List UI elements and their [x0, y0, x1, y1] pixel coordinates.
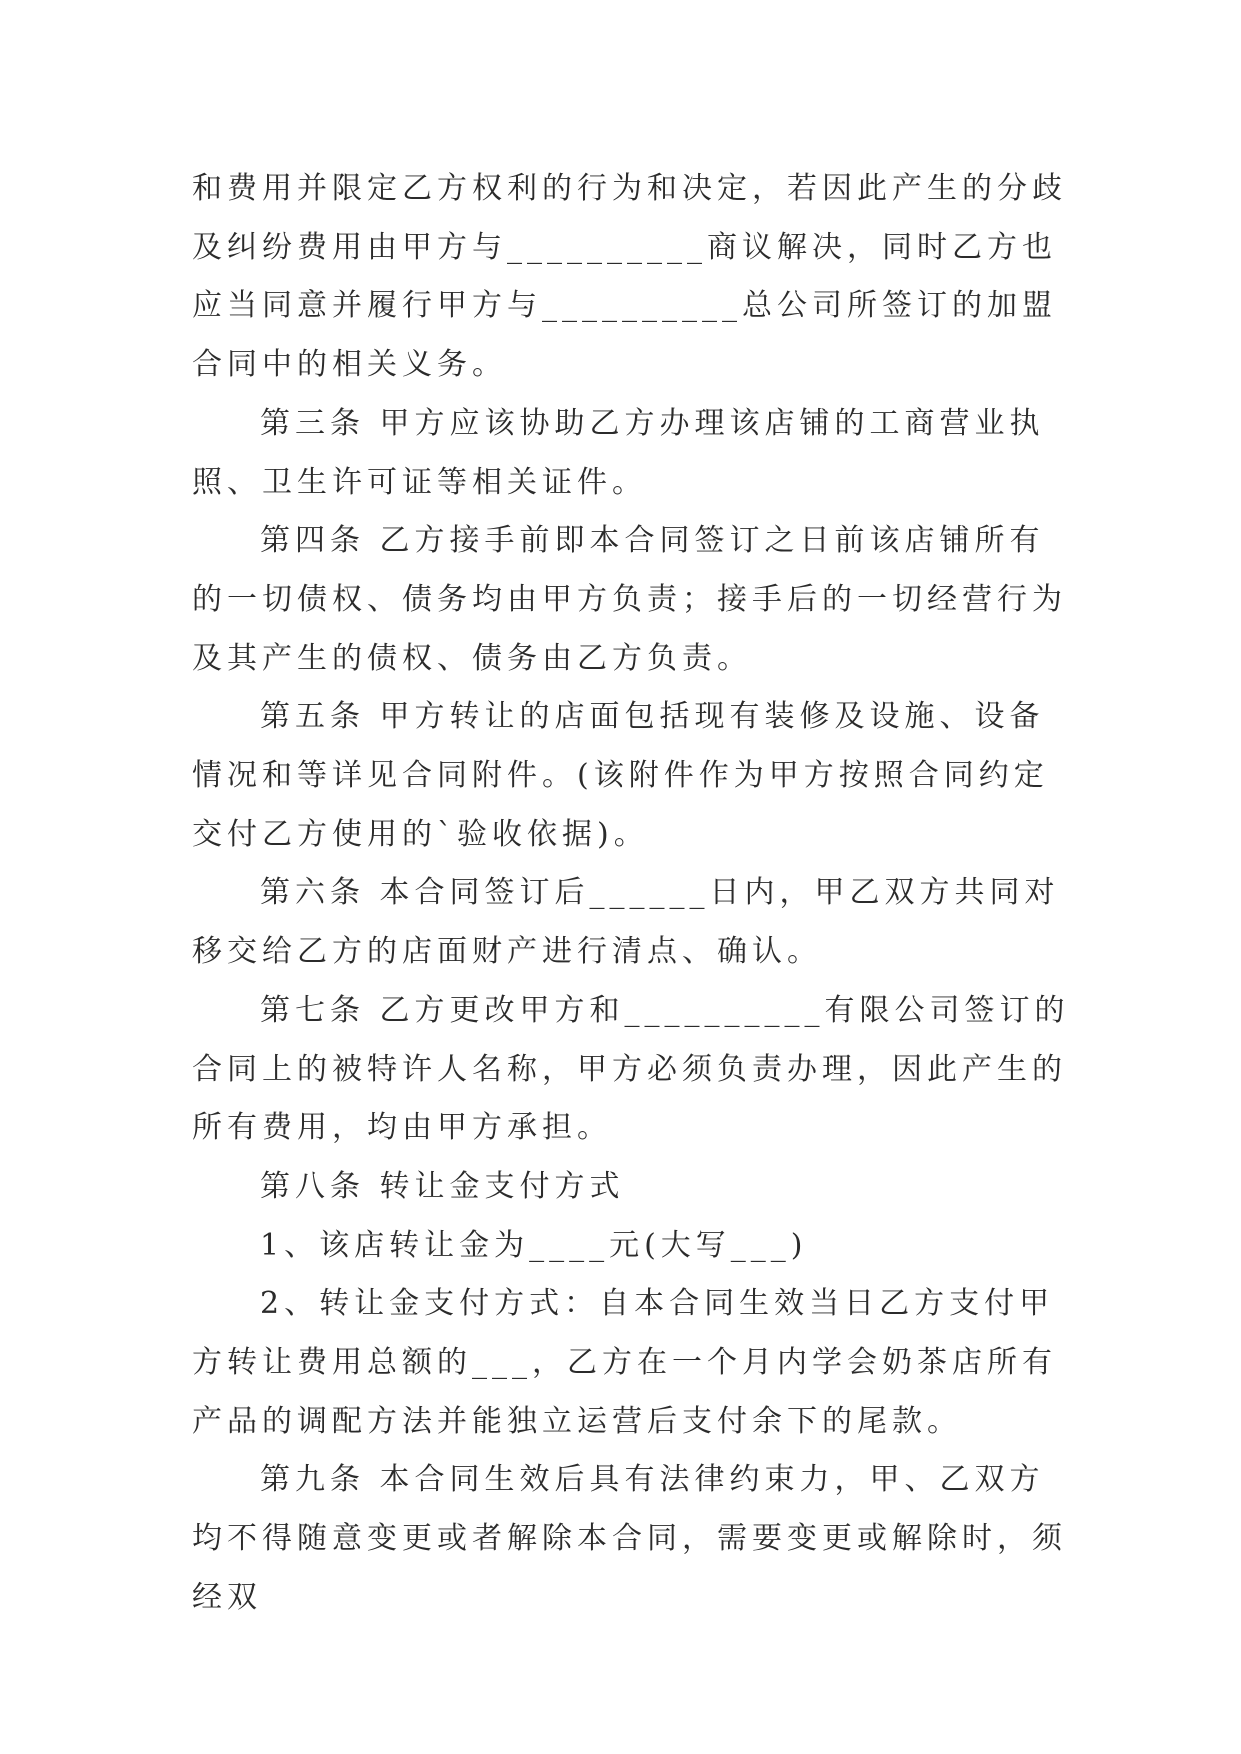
paragraph-article-8-heading: 第八条 转让金支付方式 [260, 1168, 625, 1204]
paragraph-article-5: 第五条 甲方转让的店面包括现有装修及设施、设备情况和等详见合同附件。(该附件作为甲方按照合同约定交付乙方使用的`验收依据)。 [192, 699, 1049, 852]
paragraph-article-8-item-2: 2、转让金支付方式：自本合同生效当日乙方支付甲方转让费用总额的___，乙方在一个月内学会奶茶店所有产品的调配方法并能独立运营后支付余下的尾款。 [192, 1286, 1057, 1439]
paragraph-article-3: 第三条 甲方应该协助乙方办理该店铺的工商营业执照、卫生许可证等相关证件。 [192, 405, 1045, 500]
paragraph-continuation: 和费用并限定乙方权利的行为和决定，若因此产生的分歧及纠纷费用由甲方与__________商议解决，同时乙方也应当同意并履行甲方与__________总公司所签订的加盟合同中的相关义务。 [192, 171, 1067, 383]
paragraph-article-8-item-1: 1、该店转让金为____元(大写___) [260, 1227, 808, 1263]
paragraph-article-7: 第七条 乙方更改甲方和__________有限公司签订的合同上的被特许人名称，甲方必须负责办理，因此产生的所有费用，均由甲方承担。 [192, 992, 1070, 1146]
contract-body [192, 160, 1072, 1628]
paragraph-article-4: 第四条 乙方接手前即本合同签订之日前该店铺所有的一切债权、债务均由甲方负责；接手后的一切经营行为及其产生的债权、债务由乙方负责。 [192, 523, 1067, 676]
paragraph-article-6: 第六条 本合同签订后______日内，甲乙双方共同对移交给乙方的店面财产进行清点、确认。 [192, 875, 1060, 970]
paragraph-article-9: 第九条 本合同生效后具有法律约束力，甲、乙双方均不得随意变更或者解除本合同，需要变更或解除时，须经双 [192, 1462, 1067, 1615]
